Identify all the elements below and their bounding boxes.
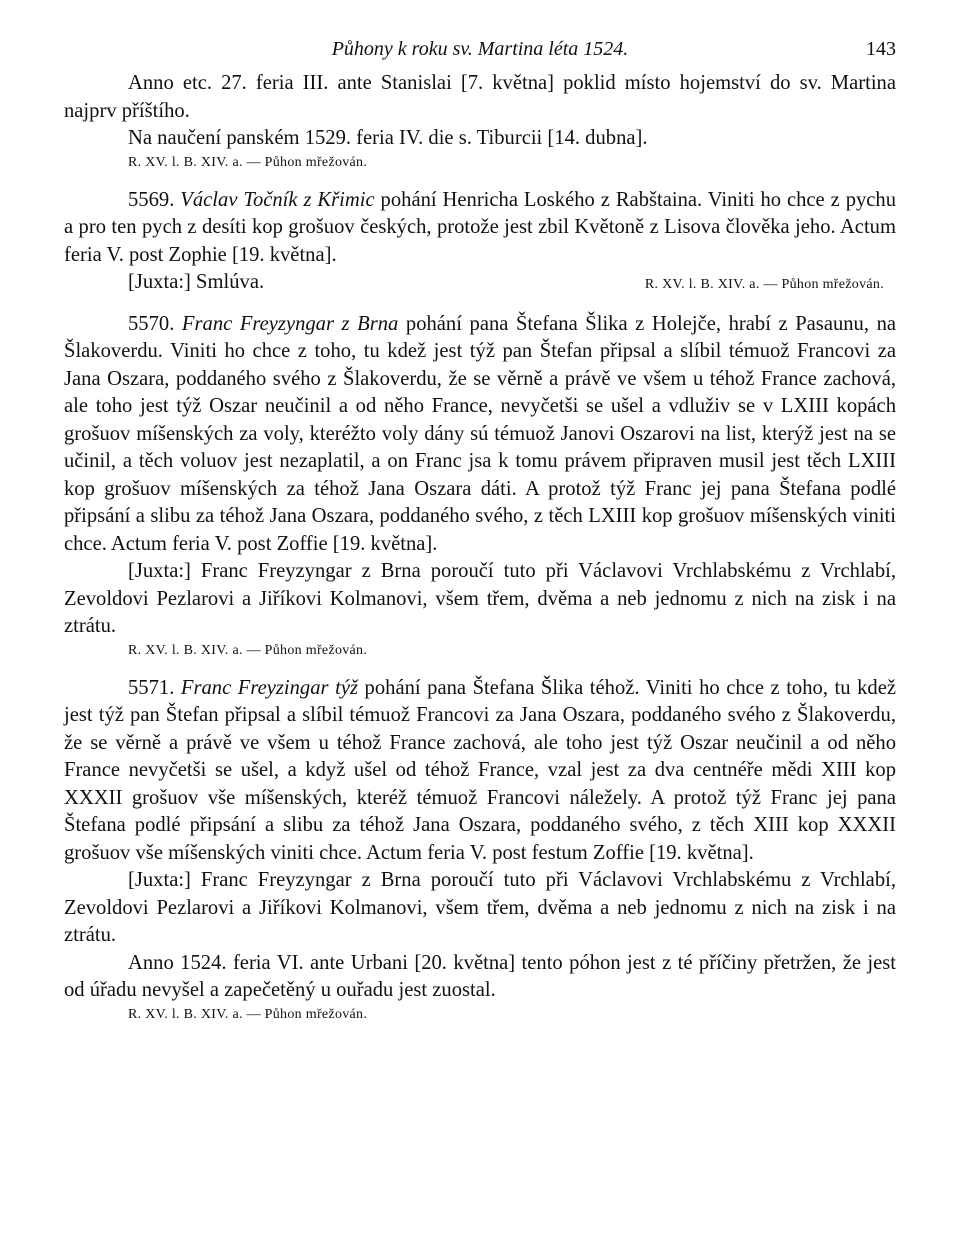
entry-number: 5569. xyxy=(128,188,175,211)
entry-5571 xyxy=(64,675,896,868)
document-page xyxy=(64,36,896,1025)
juxta-row xyxy=(64,269,896,297)
running-title: Půhony k roku sv. Martina léta 1524. xyxy=(331,38,629,60)
entry-text: pohání pana Štefana Šlika téhož. Viniti ho chce z toho, tu kdež jest týž pan Štefan připsal a slíbil témuož Francovi za Jana Oszara, poddaného svého z Šlakoverdu, že se věrně a právě ve všem u téhož France zachová, ale toho jest týž Oszar neučinil a od něho France nevyčetši se ušel, a když ušel od téhož France, vzal jest za dva centnéře mědi XIII kop XXXII grošuov vše míšenských, kteréž témuož Francovi náležely. A protož týž Franc jej pana Štefana podlé připsání a slibu za téhož Jana Oszara, poddaného svého, z těch XIII kop XXXII grošuov vše míšenských viniti chce. Actum feria V. post festum Zoffie [19. května]. xyxy=(64,676,896,864)
archival-note: R. XV. l. B. XIV. a. — Půhon mřežován. xyxy=(128,642,368,658)
entry-number: 5570. xyxy=(128,312,175,335)
entry-5569 xyxy=(64,187,896,270)
plaintiff-name: Franc Freyzingar týž xyxy=(180,676,358,699)
entry-5570 xyxy=(64,311,896,559)
page-header xyxy=(64,36,896,70)
juxta-text: [Juxta:] Franc Freyzyngar z Brna poroučí tuto při Václavovi Vrchlabskému z Vrchlabí, Zevoldovi Pezlarovi a Jiříkovi Kolmanovi, všem třem, dvěma a neb jednomu z nich na zisk i na ztrátu. xyxy=(64,560,896,637)
anno-paragraph: Anno 1524. feria VI. ante Urbani [20. května] tento póhon jest z té příčiny přetržen, že jest od úřadu nevyšel a zapečetěný u ouřadu jest zuostal. xyxy=(64,951,896,1001)
entry-text: pohání pana Štefana Šlika z Holejče, hrabí z Pasaunu, na Šlakoverdu. Viniti ho chce z toho, tu kdež jest týž pan Štefan připsal a slíbil témuož Francovi za Jana Oszara, poddaného svého z Šlakoverdu, že se věrně a právě ve všem u téhož France zachová, ale toho jest týž Oszar neučinil a od něho France, nevyčetši se ušel a vdluživ se v LXIII kopách grošuov míšenských za voly, kteréžto voly dány sú témuož Janovi Oszarovi na list, kterýž jest na se učinil, a těch voluov jest nezaplatil, a on Franc jsa k tomu právem připraven musil jest těch LXIII kop grošuov míšenských za téhož Jana Oszara dáti. A protož týž Franc jej pana Štefana podlé připsání a slibu za téhož Jana Oszara, poddaného svého, z těch LXIII kop grošuov míšenských viniti chce. Actum feria V. post Zoffie [19. května]. xyxy=(64,312,896,555)
archival-note: R. XV. l. B. XIV. a. — Půhon mřežován. xyxy=(128,1006,368,1022)
intro-paragraph-2: Na naučení panském 1529. feria IV. die s. Tiburcii [14. dubna]. xyxy=(128,127,648,149)
entry-number: 5571. xyxy=(128,676,175,699)
plaintiff-name: Václav Točník z Křimic xyxy=(180,188,375,211)
page-number: 143 xyxy=(866,38,896,60)
archival-note: R. XV. l. B. XIV. a. — Půhon mřežován. xyxy=(128,154,368,170)
archival-note: R. XV. l. B. XIV. a. — Půhon mřežován. xyxy=(644,277,884,292)
juxta-text: [Juxta:] Smlúva. xyxy=(128,271,265,293)
entry-text: pohání Henricha Loského z Rabštaina. Viniti ho chce z pychu a pro ten pych z desíti kop grošuov českých, protože jest zbil Květoně z Lisova člověka jeho. Actum feria V. post Zophie [19. května]. xyxy=(64,188,897,266)
intro-paragraph: Anno etc. 27. feria III. ante Stanislai [7. května] poklid místo hojemství do sv. Martina najprv příštího. xyxy=(64,72,896,122)
juxta-text: [Juxta:] Franc Freyzyngar z Brna poroučí tuto při Václavovi Vrchlabskému z Vrchlabí, Zevoldovi Pezlarovi a Jiříkovi Kolmanovi, všem třem, dvěma a neb jednomu z nich na zisk i na ztrátu. xyxy=(64,869,896,946)
plaintiff-name: Franc Freyzyngar z Brna xyxy=(181,312,399,335)
